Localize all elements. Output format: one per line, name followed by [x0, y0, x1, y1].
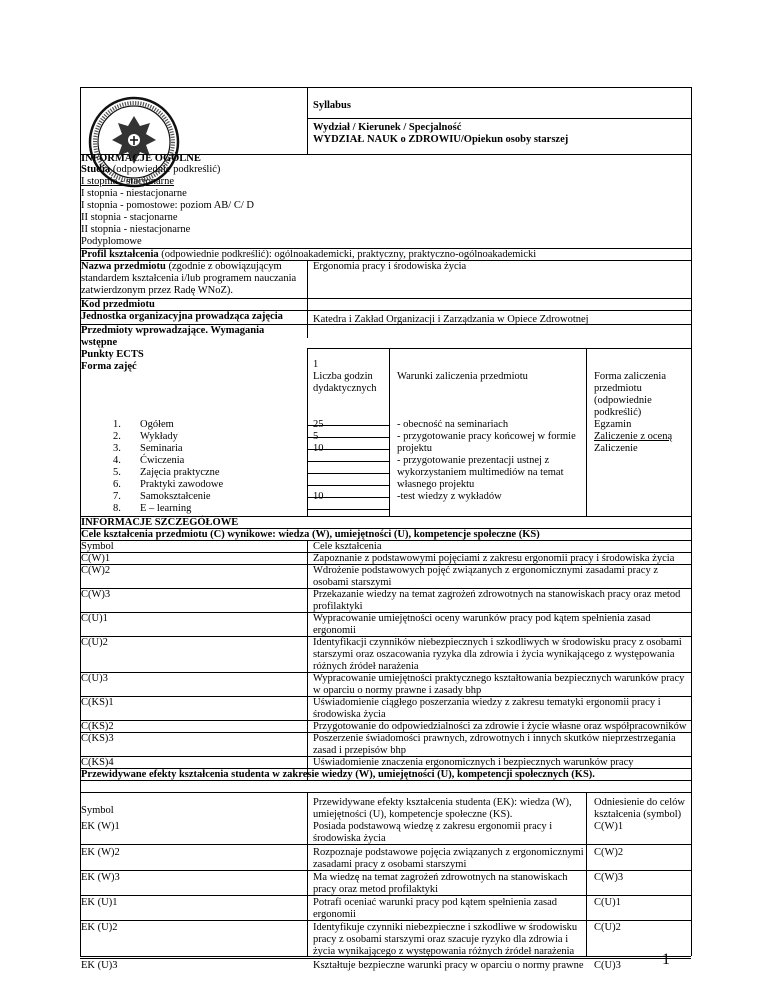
general-heading: INFORMACJE OGÓLNE — [81, 153, 201, 164]
credit-form-exam: Egzamin — [594, 419, 632, 430]
credit-form-pass: Zaliczenie — [594, 443, 638, 454]
goal-text: Wypracowanie umiejętności oceny warunków pracy pod kątem spełnienia zasad — [313, 613, 651, 624]
condition-line: własnego projektu — [397, 479, 475, 490]
effect-text: Identyfikuje czynniki niebezpieczne i szkodliwe w środowisku — [313, 922, 578, 933]
study-mode-4: II stopnia - niestacjonarne — [81, 224, 191, 235]
effects-col-ref: Odniesienie do celów — [594, 797, 685, 808]
goal-text: Poszerzenie świadomości prawnych, zdrowotnych i innych skutków nieprzestrzegania — [313, 733, 676, 744]
ects-value: 1 — [313, 359, 319, 370]
effect-text: pracy z osobami starszymi oraz szacuje ryzyko dla zdrowia i — [313, 934, 569, 945]
effect-text: ergonomii — [313, 909, 356, 920]
study-mode-0: I stopnia - stacjonarne — [81, 176, 175, 187]
effects-col-ref: kształcenia (symbol) — [594, 809, 682, 820]
effects-heading: Przewidywane efekty kształcenia studenta w zakresie wiedzy (W), umiejętności (U), kompetencji społecznych (KS). — [81, 769, 595, 780]
effects-col-effect: Przewidywane efekty kształcenia studenta (EK): wiedza (W), — [313, 797, 572, 808]
effect-ref: C(W)2 — [594, 847, 624, 858]
form-hours: 10 — [313, 443, 324, 454]
effect-symbol: EK (U)2 — [81, 922, 118, 933]
effect-symbol: EK (W)1 — [81, 821, 120, 832]
goal-text: Identyfikacji czynników niebezpiecznych i szkodliwych w środowisku pracy z osobami — [313, 637, 682, 648]
form-hours: 10 — [313, 491, 324, 502]
effect-text: życia wynikającego z występowania różnych źródeł narażenia — [313, 946, 575, 957]
form-num: 7. — [113, 491, 121, 502]
study-mode-3: II stopnia - stacjonarne — [81, 212, 178, 223]
effects-col-effect: umiejętności (U), kompetencje społeczne (KS). — [313, 809, 513, 820]
subject-code-label: Kod przedmiotu — [81, 299, 155, 310]
subject-name-value: Ergonomia pracy i środowiska życia — [313, 261, 467, 272]
effect-ref: C(U)3 — [594, 960, 621, 971]
effect-symbol: EK (W)3 — [81, 872, 120, 883]
goal-text: zasad i przepisów bhp — [313, 745, 407, 756]
form-name: Praktyki zawodowe — [140, 479, 224, 490]
credit-header-1: Forma zaliczenia — [594, 371, 667, 382]
goal-text: Wdrożenie podstawowych pojęć związanych z ergonomicznymi zasadami pracy z — [313, 565, 658, 576]
hours-header-2: dydaktycznych — [313, 383, 377, 394]
form-name: Seminaria — [140, 443, 183, 454]
form-num: 2. — [113, 431, 121, 442]
credit-header-3: (odpowiednie — [594, 395, 652, 406]
effect-text: Ma wiedzę na temat zagrożeń zdrowotnych na stanowiskach — [313, 872, 568, 883]
effect-text: pracy oraz metod profilaktyki — [313, 884, 439, 895]
goal-text: ergonomii — [313, 625, 356, 636]
goal-symbol: C(KS)3 — [81, 733, 114, 744]
subject-name-note-2: standardem kształcenia i/lub programem nauczania — [81, 273, 297, 284]
form-name: Wykłady — [140, 431, 178, 442]
study-mode-5: Podyplomowe — [81, 236, 142, 247]
goal-symbol: C(KS)2 — [81, 721, 114, 732]
effect-text: środowiska życia — [313, 833, 386, 844]
goals-col-symbol: Symbol — [81, 541, 114, 552]
page-number: 1 — [662, 951, 670, 968]
effect-text: zasadami pracy z osobami starszymi — [313, 859, 467, 870]
goal-text: środowiska życia — [313, 709, 386, 720]
goal-symbol: C(U)1 — [81, 613, 108, 624]
goal-symbol: C(W)1 — [81, 553, 111, 564]
form-name: Zajęcia praktyczne — [140, 467, 220, 478]
conditions-header: Warunki zaliczenia przedmiotu — [397, 371, 528, 382]
form-name: Ogółem — [140, 419, 174, 430]
condition-line: -test wiedzy z wykładów — [397, 491, 502, 502]
goals-col-goal: Cele kształcenia — [313, 541, 382, 552]
goal-text: Uświadomienie znaczenia ergonomicznych i bezpiecznych warunków pracy — [313, 757, 634, 768]
credit-header-2: przedmiotu — [594, 383, 642, 394]
prerequisites-label: Przedmioty wprowadzające. Wymagania — [81, 325, 265, 336]
effect-text: Rozpoznaje podstawowe pojęcia związanych z ergonomicznymi — [313, 847, 584, 858]
credit-header-4: podkreślić) — [594, 407, 642, 418]
goal-text: profilaktyki — [313, 601, 363, 612]
condition-line: - obecność na seminariach — [397, 419, 509, 430]
goal-text: Uświadomienie ciągłego poszerzania wiedzy z zakresu tematyki ergonomii pracy i — [313, 697, 661, 708]
goal-text: Zapoznanie z podstawowymi pojęciami z zakresu ergonomii pracy i środowiska życia — [313, 553, 675, 564]
goal-text: osobami starszymi — [313, 577, 392, 588]
effect-ref: C(W)3 — [594, 872, 624, 883]
credit-form-graded: Zaliczenie z oceną — [594, 431, 673, 442]
effect-text: Kształtuje bezpieczne warunki pracy w oparciu o normy prawne — [313, 960, 584, 971]
form-num: 6. — [113, 479, 121, 490]
goal-text: starszymi oraz oszacowania ryzyka dla zdrowia i życia wynikającego z występowania — [313, 649, 675, 660]
goal-text: różnych źródeł narażenia — [313, 661, 419, 672]
goal-text: Przekazanie wiedzy na temat zagrożeń zdrowotnych na stanowiskach pracy oraz metod — [313, 589, 681, 600]
unit-label: Jednostka organizacyjna prowadząca zajęcia — [81, 311, 283, 322]
condition-line: projektu — [397, 443, 432, 454]
department-label: Wydział / Kierunek / Specjalność — [313, 122, 462, 133]
goal-symbol: C(W)2 — [81, 565, 111, 576]
form-name: E – learning — [140, 503, 192, 514]
form-name: Ćwiczenia — [140, 455, 185, 466]
effect-ref: C(U)1 — [594, 897, 621, 908]
effect-ref: C(U)2 — [594, 922, 621, 933]
effect-symbol: EK (W)2 — [81, 847, 120, 858]
form-num: 3. — [113, 443, 121, 454]
subject-name-label: Nazwa przedmiotu (zgodnie z obowiązującym — [81, 261, 282, 272]
effect-text: Potrafi oceniać warunki pracy pod kątem spełnienia zasad — [313, 897, 558, 908]
condition-line: - przygotowanie pracy końcowej w formie — [397, 431, 576, 442]
form-num: 4. — [113, 455, 121, 466]
form-hours: 5 — [313, 431, 319, 442]
condition-line: - przygotowanie prezentacji ustnej z — [397, 455, 550, 466]
effects-col-symbol: Symbol — [81, 805, 114, 816]
goal-symbol: C(KS)4 — [81, 757, 114, 768]
forma-label: Forma zajęć — [81, 361, 137, 372]
department-value: WYDZIAŁ NAUK o ZDROWIU/Opiekun osoby starszej — [313, 134, 569, 145]
form-hours: 25 — [313, 419, 324, 430]
effect-symbol: EK (U)3 — [81, 960, 118, 971]
goal-text: w oparciu o normy prawne i zasady bhp — [313, 685, 482, 696]
prerequisites-label-2: wstępne — [81, 337, 118, 348]
detailed-heading: INFORMACJE SZCZEGÓŁOWE — [81, 517, 239, 528]
studia-row: Studia (odpowiednie podkreślić) — [81, 164, 221, 175]
condition-line: wykorzystaniem multimediów na temat — [397, 467, 564, 478]
goal-symbol: C(KS)1 — [81, 697, 114, 708]
hours-header-1: Liczba godzin — [313, 371, 373, 382]
effect-text: Posiada podstawową wiedzę z zakresu ergonomii pracy i — [313, 821, 553, 832]
form-num: 5. — [113, 467, 121, 478]
subject-name-note-3: zatwierdzonym przez Radę WNoZ). — [81, 285, 233, 296]
effect-symbol: EK (U)1 — [81, 897, 118, 908]
study-mode-1: I stopnia - niestacjonarne — [81, 188, 187, 199]
form-num: 1. — [113, 419, 121, 430]
form-name: Samokształcenie — [140, 491, 211, 502]
goal-text: Przygotowanie do odpowiedzialności za zdrowie i życie własne oraz współpracowników — [313, 721, 687, 732]
ects-label: Punkty ECTS — [81, 349, 144, 360]
syllabus-title: Syllabus — [313, 100, 351, 111]
study-mode-2: I stopnia - pomostowe: poziom AB/ C/ D — [81, 200, 254, 211]
profile-row: Profil kształcenia (odpowiednie podkreślić): ogólnoakademicki, praktyczny, praktyczno-ogólnoakademicki — [81, 249, 537, 260]
goal-symbol: C(U)3 — [81, 673, 108, 684]
form-num: 8. — [113, 503, 121, 514]
goal-symbol: C(U)2 — [81, 637, 108, 648]
unit-value: Katedra i Zakład Organizacji i Zarządzania w Opiece Zdrowotnej — [313, 314, 589, 325]
goals-heading: Cele kształcenia przedmiotu (C) wynikowe: wiedza (W), umiejętności (U), kompetencje społeczne (KS) — [81, 529, 540, 540]
goal-symbol: C(W)3 — [81, 589, 111, 600]
goal-text: Wypracowanie umiejętności praktycznego kształtowania bezpiecznych warunków pracy — [313, 673, 685, 684]
effect-ref: C(W)1 — [594, 821, 624, 832]
